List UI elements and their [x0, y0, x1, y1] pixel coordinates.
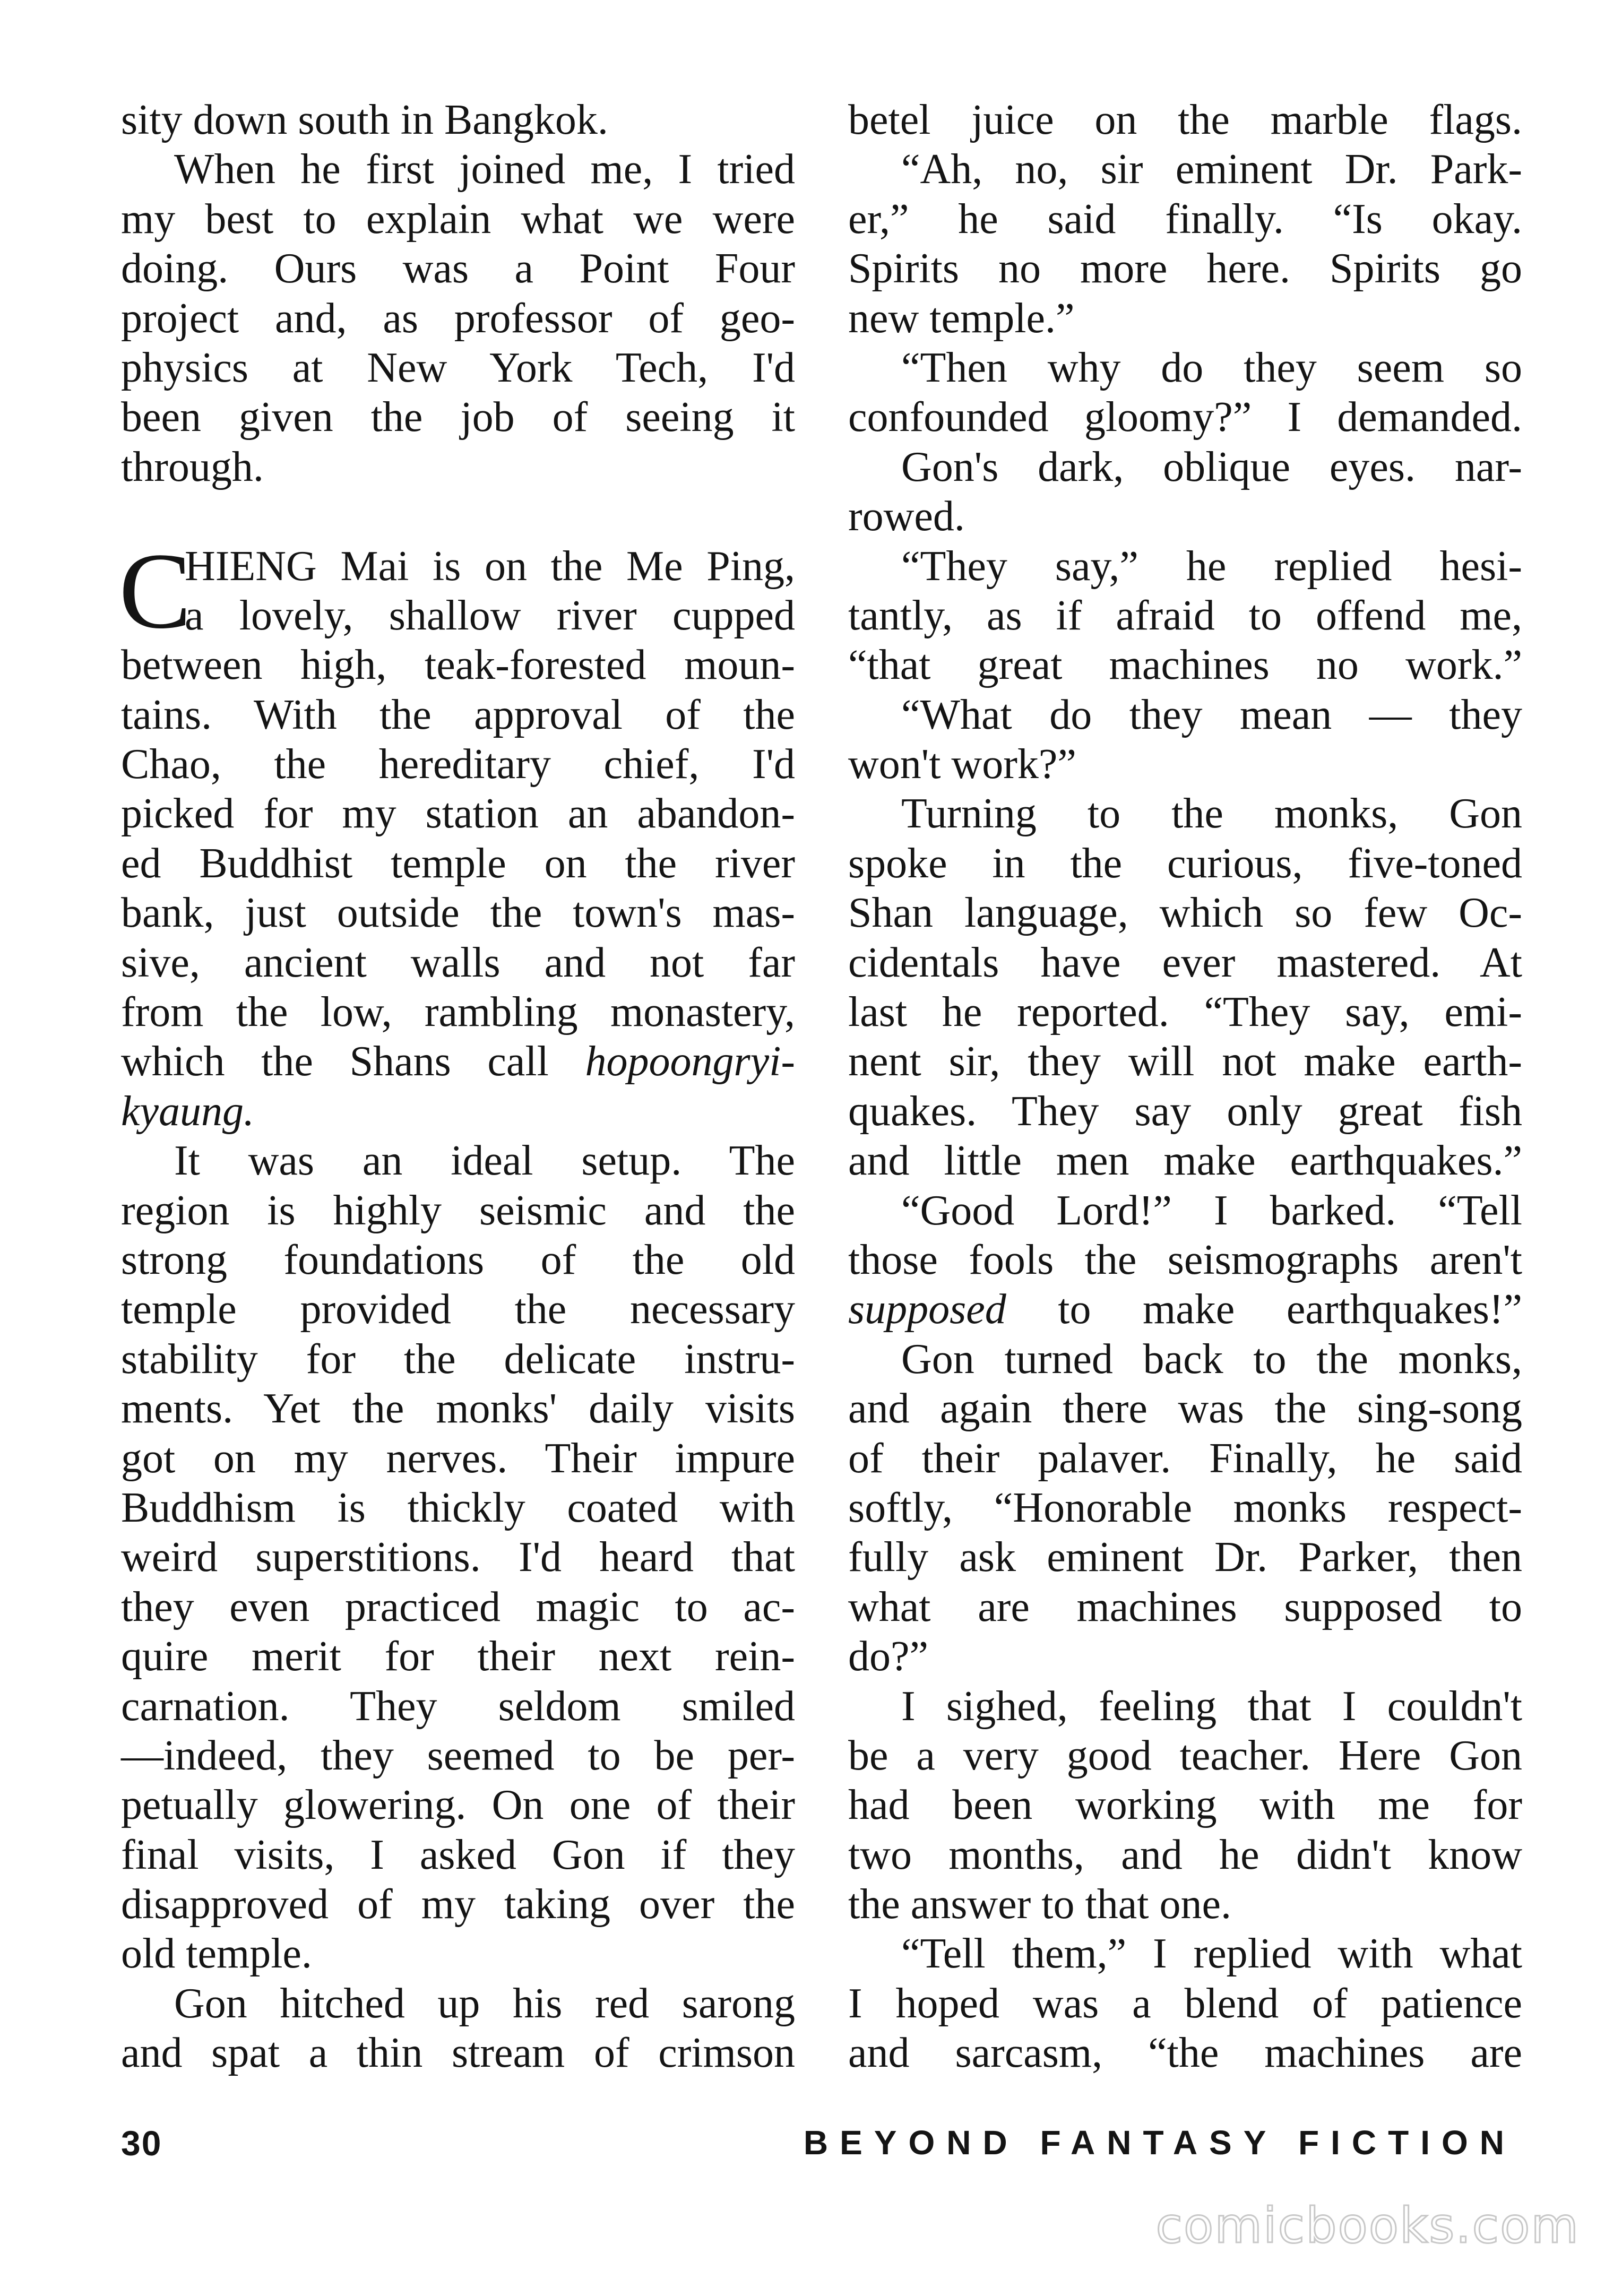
text-line: Spirits no more here. Spirits go — [848, 245, 1522, 292]
text-line: rowed. — [848, 493, 965, 540]
text-line: been given the job of seeing it — [121, 394, 795, 441]
text-line: through. — [121, 443, 264, 490]
text-line: cidentals have ever mastered. At — [848, 939, 1522, 986]
text-line: confounded gloomy?” I demanded. — [848, 394, 1522, 441]
drop-cap: C — [119, 530, 192, 651]
text-line: the answer to that one. — [848, 1881, 1231, 1928]
text-line: disapproved of my taking over the — [121, 1881, 795, 1928]
text-line: two months, and he didn't know — [848, 1831, 1522, 1878]
text-line: nent sir, they will not make earth- — [848, 1038, 1522, 1085]
text-line: sity down south in Bangkok. — [121, 97, 608, 143]
text-line: project and, as professor of geo- — [121, 295, 795, 342]
text-line: er,” he said finally. “Is okay. — [848, 195, 1522, 243]
text-line: and sarcasm, “the machines are — [848, 2030, 1522, 2077]
italic-word: hopoongryi- — [585, 1038, 795, 1085]
text-line: won't work?” — [848, 741, 1076, 788]
section-break — [121, 492, 795, 541]
text-line: “Then why do they seem so — [901, 344, 1522, 391]
text-segment: to make earthquakes!” — [1006, 1286, 1522, 1333]
text-line: and again there was the sing-song — [848, 1385, 1522, 1432]
text-line: “Ah, no, sir eminent Dr. Park- — [901, 146, 1522, 193]
text-line: new temple.” — [848, 295, 1075, 342]
text-line: stability for the delicate instru- — [121, 1335, 795, 1383]
text-line: “Good Lord!” I barked. “Tell — [901, 1187, 1522, 1234]
text-segment: which the Shans call — [121, 1038, 585, 1085]
text-line: “They say,” he replied hesi- — [901, 542, 1522, 590]
text-line: tantly, as if afraid to offend me, — [848, 592, 1522, 639]
text-line: carnation. They seldom smiled — [121, 1682, 795, 1730]
text-line: fully ask eminent Dr. Parker, then — [848, 1534, 1522, 1581]
text-line: final visits, I asked Gon if they — [121, 1831, 795, 1878]
text-line: ments. Yet the monks' daily visits — [121, 1385, 795, 1432]
text-line: softly, “Honorable monks respect- — [848, 1484, 1522, 1531]
text-line: HIENG Mai is on the Me Ping, — [185, 542, 795, 590]
watermark-logo: comicbooks.com — [1155, 2197, 1580, 2254]
text-line: had been working with me for — [848, 1782, 1522, 1829]
text-line: what are machines supposed to — [848, 1583, 1522, 1630]
text-line: quakes. They say only great fish — [848, 1087, 1522, 1135]
right-column — [848, 96, 1522, 2078]
text-line: Shan language, which so few Oc- — [848, 890, 1522, 937]
text-line: —indeed, they seemed to be per- — [121, 1732, 795, 1779]
text-line: physics at New York Tech, I'd — [121, 344, 795, 391]
running-title: BEYOND FANTASY FICTION — [803, 2124, 1516, 2162]
text-line: a lovely, shallow river cupped — [185, 592, 795, 639]
text-line: betel juice on the marble flags. — [848, 97, 1522, 143]
text-line: When he first joined me, I tried — [174, 146, 795, 193]
text-line: I sighed, feeling that I couldn't — [901, 1682, 1522, 1730]
text-line: ed Buddhist temple on the river — [121, 840, 795, 887]
italic-word: supposed — [848, 1286, 1006, 1333]
text-line: from the low, rambling monastery, — [121, 989, 795, 1036]
text-line: be a very good teacher. Here Gon — [848, 1732, 1522, 1779]
text-line: Gon hitched up his red sarong — [174, 1980, 795, 2027]
text-line: do?” — [848, 1633, 929, 1680]
text-line: they even practiced magic to ac- — [121, 1583, 795, 1630]
text-line: “that great machines no work.” — [848, 642, 1522, 689]
text-line: weird superstitions. I'd heard that — [121, 1534, 795, 1581]
text-line: of their palaver. Finally, he said — [848, 1435, 1522, 1482]
text-line: Buddhism is thickly coated with — [121, 1484, 795, 1531]
text-line: got on my nerves. Their impure — [121, 1435, 795, 1482]
text-line: Chao, the hereditary chief, I'd — [121, 741, 795, 788]
text-line: I hoped was a blend of patience — [848, 1980, 1522, 2027]
text-line: tains. With the approval of the — [121, 691, 795, 738]
text-line: spoke in the curious, five-toned — [848, 840, 1522, 887]
text-line: doing. Ours was a Point Four — [121, 245, 795, 292]
left-column — [121, 96, 795, 2078]
text-line: temple provided the necessary — [121, 1286, 795, 1333]
text-line: and spat a thin stream of crimson — [121, 2030, 795, 2077]
text-line: region is highly seismic and the — [121, 1187, 795, 1234]
text-line: last he reported. “They say, emi- — [848, 989, 1522, 1036]
italic-word: kyaung. — [121, 1087, 255, 1135]
text-line: Gon turned back to the monks, — [901, 1335, 1522, 1383]
text-line: my best to explain what we were — [121, 195, 795, 243]
text-line — [848, 1285, 1522, 1334]
text-line: and little men make earthquakes.” — [848, 1137, 1522, 1185]
text-line: between high, teak-forested moun- — [121, 642, 795, 689]
text-line: Turning to the monks, Gon — [901, 790, 1522, 838]
text-line: “What do they mean — they — [901, 691, 1522, 738]
text-line: strong foundations of the old — [121, 1236, 795, 1283]
page-number: 30 — [121, 2124, 162, 2163]
text-line: picked for my station an abandon- — [121, 790, 795, 838]
text-line: It was an ideal setup. The — [174, 1137, 795, 1185]
section-opening — [119, 530, 795, 651]
text-line: “Tell them,” I replied with what — [901, 1930, 1522, 1978]
text-line: bank, just outside the town's mas- — [121, 890, 795, 937]
text-line: those fools the seismographs aren't — [848, 1236, 1522, 1283]
text-line: old temple. — [121, 1930, 312, 1978]
text-line: quire merit for their next rein- — [121, 1633, 795, 1680]
text-line: Gon's dark, oblique eyes. nar- — [901, 443, 1522, 490]
text-line — [121, 1037, 795, 1086]
text-line: sive, ancient walls and not far — [121, 939, 795, 986]
text-line: petually glowering. On one of their — [121, 1782, 795, 1829]
